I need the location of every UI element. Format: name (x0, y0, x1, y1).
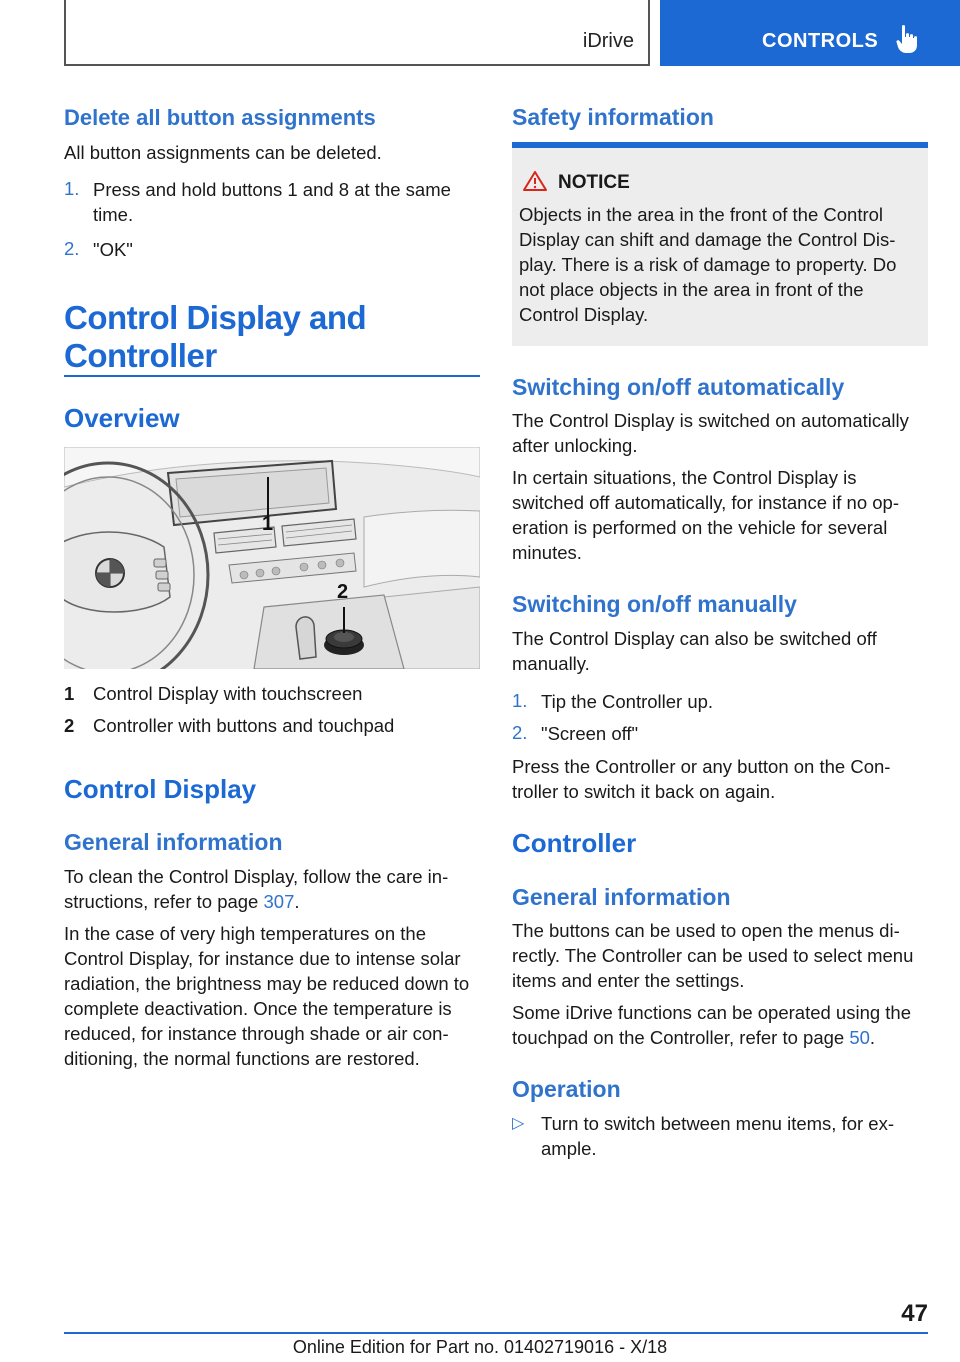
pointing-hand-icon (896, 24, 918, 54)
footer-divider (64, 1332, 928, 1334)
manual-step-text: Tip the Controller up. (541, 691, 714, 712)
general-info-heading: General information (64, 829, 283, 855)
manual-switch-heading: Switching on/off manually (512, 591, 797, 617)
delete-assignments-heading: Delete all button assignments (64, 105, 376, 130)
figure-callout-1: 1 (262, 513, 274, 535)
manual-step-text: "Screen off" (541, 723, 639, 744)
delete-step-text: "OK" (93, 239, 133, 260)
chapter-section-title: Control Display and Controller (64, 299, 367, 374)
controller-buttons-text: The buttons can be used to open the menus directly. The Controller can be used to select menu items and enter the settings. (512, 920, 914, 991)
manual-step-number: 2. (512, 722, 528, 743)
legend-text: Controller with buttons and touchpad (93, 715, 395, 736)
controller-heading: Controller (512, 828, 637, 858)
page-link-50[interactable]: 50 (849, 1027, 870, 1048)
switch-back-text: Press the Controller or any button on the Controller to switch it back on again. (512, 756, 891, 802)
delete-step-text: Press and hold buttons 1 and 8 at the same time. (93, 179, 451, 225)
auto-switch-off-text: In certain situations, the Control Display is switched off automatically, for instance if no operation is performed on the vehicle for several minutes. (512, 467, 899, 563)
bullet-triangle-icon: ▷ (512, 1115, 525, 1132)
page-link-307[interactable]: 307 (263, 891, 295, 912)
notice-box (512, 148, 928, 346)
delete-step-number: 1. (64, 178, 80, 199)
safety-info-heading: Safety information (512, 104, 714, 130)
section-divider (64, 375, 480, 377)
header-section-box (64, 0, 650, 66)
delete-step-number: 2. (64, 238, 80, 259)
manual-switch-text: The Control Display can also be switched off manually. (512, 628, 877, 674)
header-chapter-title: CONTROLS (762, 30, 879, 52)
notice-title: NOTICE (558, 172, 630, 193)
header-chapter-tab (660, 0, 960, 66)
control-display-heading: Control Display (64, 774, 257, 804)
page-number: 47 (901, 1300, 928, 1327)
auto-switch-heading: Switching on/off automatically (512, 374, 845, 400)
header-section-title: iDrive (582, 30, 634, 52)
footer-edition-text: Online Edition for Part no. 01402719016 - X/18 (292, 1337, 668, 1357)
legend-number: 1 (64, 683, 75, 704)
notice-text: Objects in the area in the front of the Control Display can shift and damage the Control Display. There is a risk of damage to property. Do not place objects in the area in front of the Control Display. (519, 204, 897, 325)
auto-switch-text: The Control Display is switched on automatically after unlocking. (512, 410, 909, 456)
touchpad-text: Some iDrive functions can be operated using the touchpad on the Controller, refer to page 50. (512, 1002, 912, 1048)
operation-heading: Operation (512, 1076, 621, 1102)
temperature-text: In the case of very high temperatures on the Control Display, for instance due to intense solar radiation, the brightness may be reduced down to complete deactivation. Once the temperature is reduced, for instance through shade or air conditioning, the normal functions are restored. (64, 923, 470, 1069)
legend-number: 2 (64, 715, 75, 736)
controller-general-heading: General information (512, 884, 731, 910)
overview-heading: Overview (64, 403, 180, 433)
figure-callout-2: 2 (337, 581, 349, 603)
legend-text: Control Display with touchscreen (93, 683, 363, 704)
operation-item-text: Turn to switch between menu items, for example. (541, 1113, 895, 1159)
delete-intro-text: All button assignments can be deleted. (64, 142, 382, 163)
cockpit-drawing (64, 447, 480, 669)
cockpit-illustration (64, 447, 480, 669)
manual-step-number: 1. (512, 690, 528, 711)
care-instructions-text: To clean the Control Display, follow the care instructions, refer to page 307. (64, 866, 449, 912)
warning-triangle-icon (522, 170, 548, 192)
